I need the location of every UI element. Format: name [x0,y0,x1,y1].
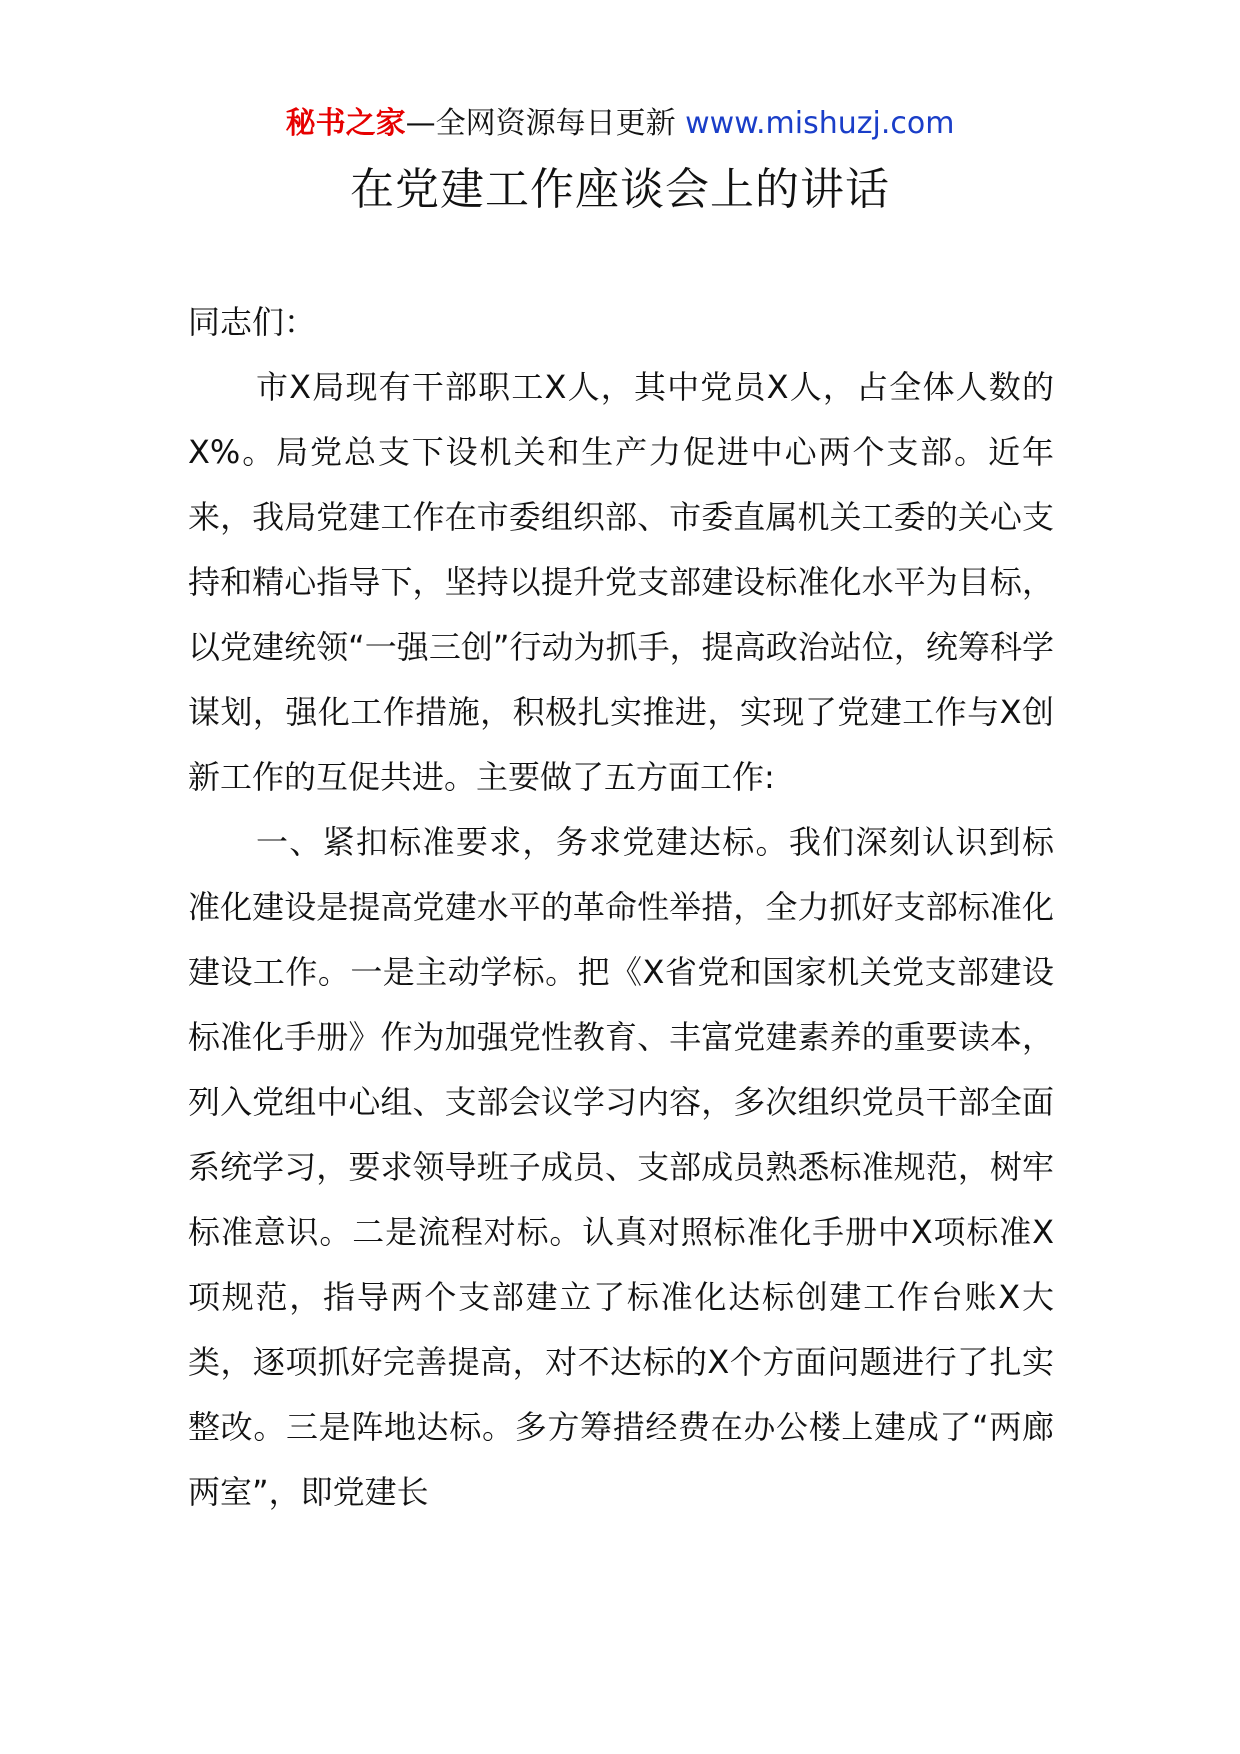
watermark-banner [0,104,1240,144]
document-body [188,290,1054,1525]
watermark-brand: 秘书之家 [285,106,406,141]
salutation: 同志们： [188,303,317,341]
watermark-url: www.mishuzj.com [685,106,955,141]
watermark-slogan: —全网资源每日更新 [405,106,676,141]
paragraph-intro: 市X局现有干部职工X人，其中党员X人，占全体人数的X%。局党总支下设机关和生产力促进中心两个支部。近年来，我局党建工作在市委组织部、市委直属机关工委的关心支持和精心指导下，坚持以提升党支部建设标准化水平为目标，以党建统领“一强三创”行动为抓手，提高政治站位，统筹科学谋划，强化工作措施，积极扎实推进，实现了党建工作与X创新工作的互促共进。主要做了五方面工作: [188,368,1054,796]
document-title: 在党建工作座谈会上的讲话 [350,164,890,215]
paragraph-section-one: 一、紧扣标准要求，务求党建达标。我们深刻认识到标准化建设是提高党建水平的革命性举措，全力抓好支部标准化建设工作。一是主动学标。把《X省党和国家机关党支部建设标准化手册》作为加强党性教育、丰富党建素养的重要读本，列入党组中心组、支部会议学习内容，多次组织党员干部全面系统学习，要求领导班子成员、支部成员熟悉标准规范，树牢标准意识。二是流程对标。认真对照标准化手册中X项标准X项规范，指导两个支部建立了标准化达标创建工作台账X大类，逐项抓好完善提高，对不达标的X个方面问题进行了扎实整改。三是阵地达标。多方筹措经费在办公楼上建成了“两廊两室”，即党建长 [188,823,1054,1511]
